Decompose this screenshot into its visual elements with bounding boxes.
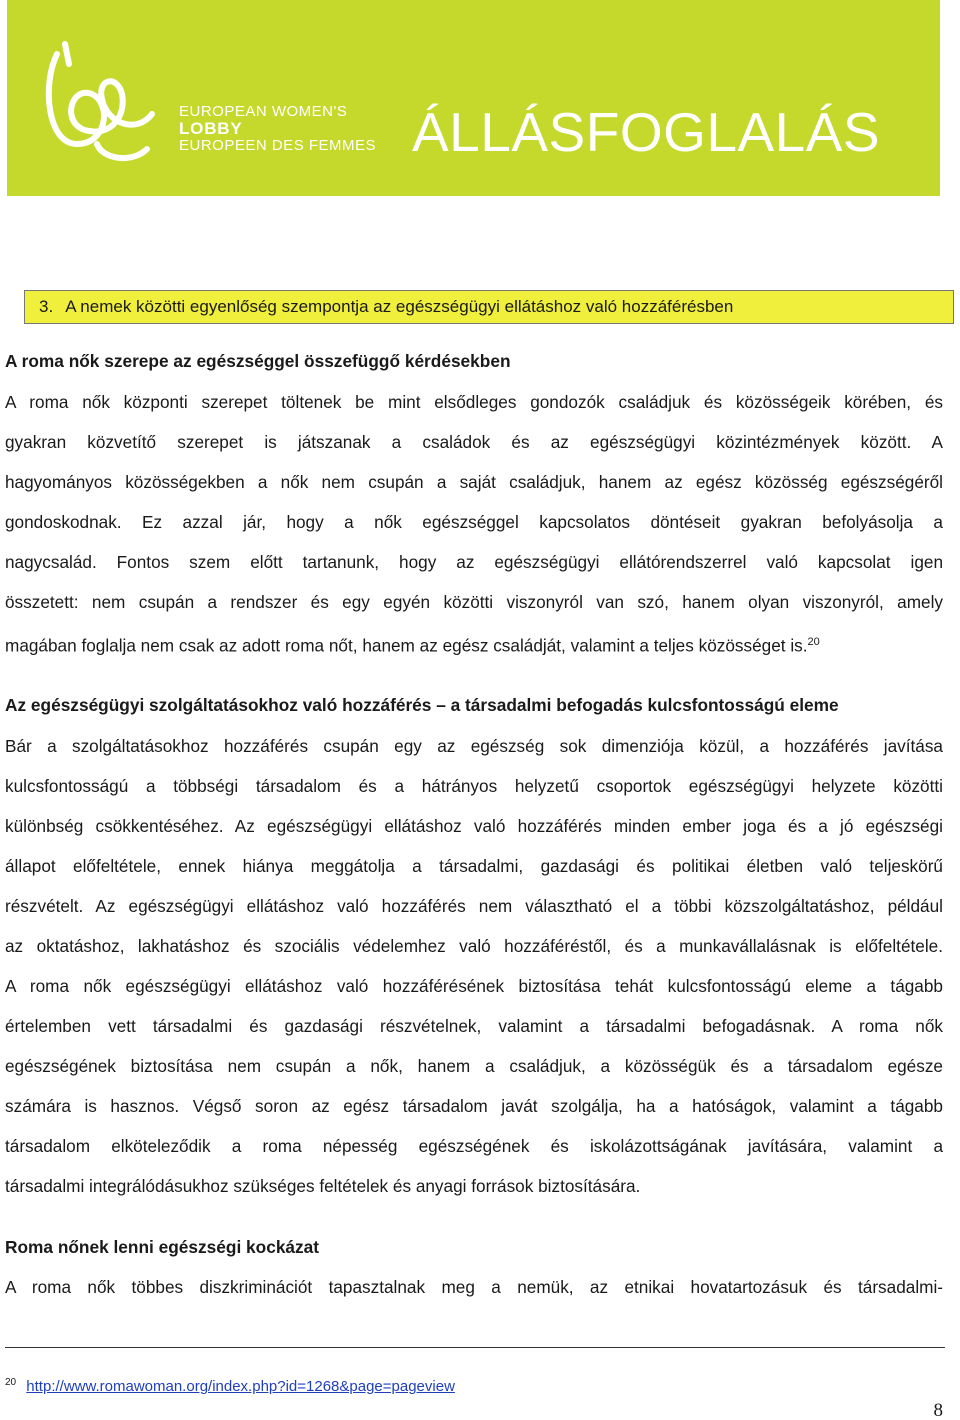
brand-wordmark [179, 103, 376, 154]
text-line: társadalmi integrálódásukhoz szükséges feltételek és anyagi források biztosítására. [5, 1176, 641, 1196]
text-line: A roma nők többes diszkriminációt tapasztalnak meg a nemük, az etnikai hovatartozásuk és társadalmi- [5, 1277, 943, 1297]
subheading-roma-women-role: A roma nők szerepe az egészséggel összefüggő kérdésekben [5, 351, 511, 371]
text-line: egészségének biztosítása nem csupán a nők, hanem a családjuk, a közösségük és a társadalom egésze [5, 1056, 943, 1076]
paragraph-access-to-services [5, 726, 943, 1206]
text-line: A roma nők központi szerepet töltenek be mint elsődleges gondozók családjuk és közösségeik körében, és [5, 392, 943, 412]
ewl-logo-icon [37, 24, 167, 174]
footnote-separator [5, 1347, 945, 1348]
text-line: magában foglalja nem csak az adott roma nőt, hanem az egész családját, valamint a teljes közösséget is. [5, 635, 808, 656]
section-heading-bar [24, 290, 954, 324]
text-line: részvételt. Az egészségügyi ellátáshoz való hozzáférés nem választható el a többi közszolgáltatáshoz, például [5, 896, 943, 916]
text-line: társadalom elköteleződik a roma népesség egészségének és iskolázottságának javítására, valamint a [5, 1136, 943, 1156]
text-line: összetett: nem csupán a rendszer és egy egyén közötti viszonyról van szó, hanem olyan viszonyról, amely [5, 592, 943, 612]
text-line: gyakran közvetítő szerepet is játszanak a családok és az egészségügyi közintézmények között. A [5, 432, 943, 452]
brand-line-1: EUROPEAN WOMEN'S [179, 103, 348, 120]
footnote-link[interactable]: http://www.romawoman.org/index.php?id=1268&page=pageview [26, 1378, 455, 1395]
subheading-access-to-services: Az egészségügyi szolgáltatásokhoz való hozzáférés – a társadalmi befogadás kulcsfontosságú eleme [5, 695, 839, 715]
text-line: állapot előfeltétele, ennek hiánya meggátolja a társadalmi, gazdasági és politikai életben való teljeskörű [5, 856, 943, 876]
section-title: A nemek közötti egyenlőség szempontja az egészségügyi ellátáshoz való hozzáférésben [65, 297, 734, 316]
paragraph-roma-women-role [5, 382, 943, 662]
brand-line-3: EUROPEEN DES FEMMES [179, 137, 377, 154]
page-number: 8 [933, 1400, 943, 1420]
document-type-title: ÁLLÁSFOGLALÁS [412, 101, 881, 163]
text-line: az oktatáshoz, lakhatáshoz és szociális védelemhez való hozzáféréstől, és a munkavállalásnak is előfeltétele. [5, 936, 943, 956]
text-line: kulcsfontosságú a többségi társadalom és a hátrányos helyzetű csoportok egészségügyi helyzete közötti [5, 776, 943, 796]
header-banner [7, 0, 940, 196]
text-line: gondoskodnak. Ez azzal jár, hogy a nők egészséggel kapcsolatos döntéseit gyakran befolyásolja a [5, 512, 943, 532]
text-line: értelemben vett társadalmi és gazdasági részvételnek, valamint a társadalmi befogadásnak. A roma nők [5, 1016, 943, 1036]
brand-line-2: LOBBY [179, 119, 243, 138]
text-line: A roma nők egészségügyi ellátáshoz való hozzáférésének biztosítása tehát kulcsfontosságú eleme a tágabb [5, 976, 943, 996]
footnote-reference[interactable]: 20 [807, 636, 820, 648]
text-line: nagycsalád. Fontos szem előtt tartanunk, hogy az egészségügyi ellátórendszerrel való kapcsolat igen [5, 552, 943, 572]
footnote-number: 20 [5, 1377, 17, 1388]
text-line: különbség csökkentéséhez. Az egészségügyi ellátáshoz való hozzáférés minden ember joga és a jó egészségi [5, 816, 943, 836]
subheading-health-risk: Roma nőnek lenni egészségi kockázat [5, 1237, 320, 1257]
section-number: 3. [39, 297, 54, 316]
text-line-last [5, 622, 943, 662]
text-line: hagyományos közösségekben a nők nem csupán a saját családjuk, hanem az egész közösség egészségéről [5, 472, 943, 492]
paragraph-health-risk [5, 1267, 943, 1307]
text-line: Bár a szolgáltatásokhoz hozzáférés csupán egy az egészség sok dimenziója közül, a hozzáférés javítása [5, 736, 943, 756]
footnote [5, 1377, 455, 1395]
text-line: számára is hasznos. Végső soron az egész társadalom javát szolgálja, ha a hatóságok, valamint a tágabb [5, 1096, 943, 1116]
